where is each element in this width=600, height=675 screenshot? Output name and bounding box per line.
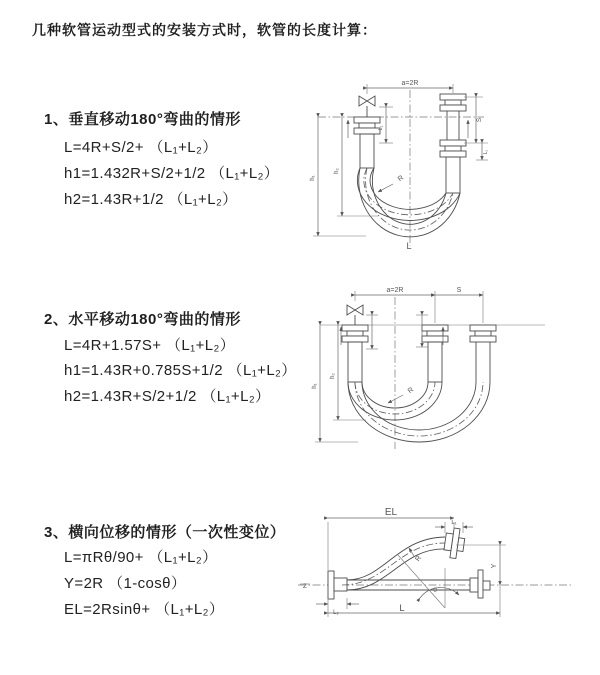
section-1-heading: 1、垂直移动180°弯曲的情形 (44, 111, 241, 128)
z-axis-marker (300, 583, 310, 590)
upper-right-flange (443, 527, 466, 559)
page-title: 几种软管运动型式的安装方式时，软管的长度计算： (32, 22, 377, 38)
dim-l2-label: L₂ (333, 610, 339, 616)
fitting-bracket-left (366, 315, 378, 349)
dim-y-label: Y (491, 563, 498, 569)
straight-position-pipe (347, 570, 490, 598)
dim-l1-label: L₁ (451, 520, 457, 526)
dim-s (435, 287, 483, 295)
dim-l1-left (378, 107, 393, 143)
dim-s (464, 97, 488, 143)
dim-h2-label: h₂ (334, 168, 340, 174)
length-label: L (406, 241, 412, 251)
dim-l (328, 598, 500, 617)
diagram-lateral-displacement (296, 500, 600, 665)
section-1-formula-h2: h2=1.43R+1/2 （L₁+L₂） (64, 191, 238, 208)
dim-l1-left-label: L₁ (378, 125, 384, 131)
dim-h1-label: h₁ (312, 383, 318, 389)
radius-label: R (406, 386, 416, 396)
hose-bend-arcs (357, 168, 460, 237)
left-braided-hose (348, 342, 362, 382)
valve-icon (347, 305, 363, 325)
section-3-formula-EL: EL=2Rsinθ+ （L₁+L₂） (64, 601, 225, 618)
dim-el (328, 507, 457, 570)
left-braided-hose (360, 134, 374, 168)
displaced-hose (342, 537, 445, 590)
radius-label: R (396, 174, 406, 184)
section-2-formula-h1: h1=1.43R+0.785S+1/2 （L₁+L₂） (64, 362, 297, 379)
section-2-heading: 2、水平移动180°弯曲的情形 (44, 311, 241, 328)
section-2-formula-L: L=4R+1.57S+ （L₁+L₂） (64, 337, 236, 354)
middle-flange (422, 325, 448, 342)
section-3-heading: 3、横向位移的情形（一次性变位） (44, 524, 286, 541)
section-3-formula-Y: Y=2R （1-cosθ） (64, 575, 187, 592)
middle-braided-hose (428, 342, 442, 382)
right-braided-hose (446, 157, 460, 193)
diagram-vertical-180-bend (308, 76, 596, 254)
dim-a2r-label: a=2R (386, 287, 404, 294)
dim-l1-right (476, 143, 489, 160)
left-flange (342, 325, 368, 342)
dim-a2r-label: a=2R (401, 80, 419, 87)
radius-callout (388, 386, 415, 403)
dim-h2-label: h₂ (330, 373, 336, 379)
dim-l1-right-label: L₁ (483, 149, 489, 155)
section-1-formula-L: L=4R+S/2+ （L₁+L₂） (64, 139, 218, 156)
theta-label: θ (433, 587, 437, 594)
radius-callout (409, 548, 423, 563)
radius-label: R (414, 554, 423, 563)
right-flange-upper (440, 94, 466, 111)
dim-h1-label: h₁ (310, 175, 316, 181)
right-flange-lower (440, 140, 466, 157)
dim-s-label: S (476, 117, 483, 123)
diagram-horizontal-180-bend (308, 281, 596, 463)
section-1-formula-h1: h1=1.432R+S/2+1/2 （L₁+L₂） (64, 165, 280, 182)
dim-s-label: S (456, 287, 462, 294)
valve-icon (359, 96, 375, 117)
left-flange (354, 117, 380, 134)
dim-h1 (312, 325, 358, 442)
radius-callout (378, 174, 405, 192)
dim-l-label: L (399, 603, 405, 614)
dim-a2r (355, 287, 435, 295)
angle-theta (398, 555, 459, 608)
section-2-formula-h2: h2=1.43R+S/2+1/2 （L₁+L₂） (64, 388, 271, 405)
right-flange-moved (470, 325, 496, 342)
section-3-formula-L: L=πRθ/90+ （L₁+L₂） (64, 549, 218, 566)
dim-el-label: EL (384, 507, 398, 518)
z-label: Z (303, 583, 307, 590)
hose-bend-arcs (348, 382, 490, 442)
